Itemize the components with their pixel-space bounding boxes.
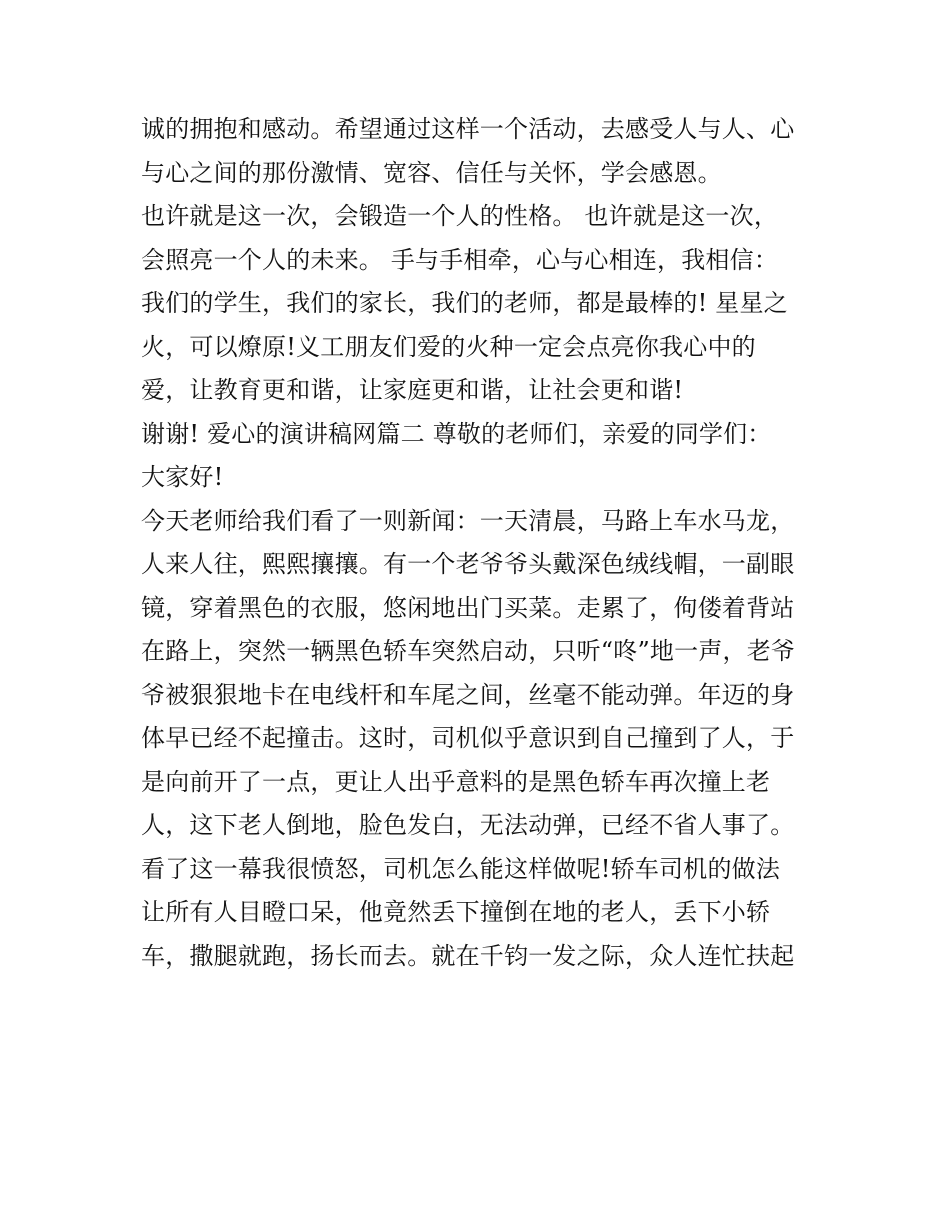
- text-line: 镜，穿着黑色的衣服，悠闲地出门买菜。走累了，佝偻着背站: [141, 593, 795, 622]
- text-line: 在路上，突然一辆黑色轿车突然启动，只听“咚”地一声，老爷: [141, 637, 796, 665]
- text-line: 也许就是这一次，会锻造一个人的性格。 也许就是这一次，: [141, 202, 779, 230]
- text-line: 与心之间的那份激情、宽容、信任与关怀，学会感恩。: [141, 158, 722, 187]
- text-line: 车，撒腿就跑，扬长而去。就在千钧一发之际，众人连忙扶起: [141, 941, 795, 970]
- text-line: 让所有人目瞪口呆，他竟然丢下撞倒在地的老人，丢下小轿: [141, 898, 771, 926]
- text-line: 会照亮一个人的未来。 手与手相牵，心与心相连，我相信：: [141, 245, 779, 274]
- text-line: 大家好!: [141, 463, 224, 491]
- text-line: 人来人往，熙熙攘攘。有一个老爷爷头戴深色绒线帽，一副眼: [141, 550, 795, 578]
- text-line: 今天老师给我们看了一则新闻：一天清晨，马路上车水马龙，: [141, 506, 795, 535]
- text-line: 爱，让教育更和谐，让家庭更和谐，让社会更和谐!: [141, 376, 684, 404]
- text-line: 体早已经不起撞击。这时，司机似乎意识到自己撞到了人，于: [141, 724, 795, 752]
- text-line: 谢谢! 爱心的演讲稿网篇二 尊敬的老师们，亲爱的同学们：: [141, 419, 772, 448]
- body-text: [141, 108, 821, 978]
- text-line: 火，可以燎原!义工朋友们爱的火种一定会点亮你我心中的: [141, 332, 756, 361]
- text-line: 是向前开了一点，更让人出乎意料的是黑色轿车再次撞上老: [141, 767, 771, 796]
- text-line: 人，这下老人倒地，脸色发白，无法动弹，已经不省人事了。: [141, 811, 795, 839]
- text-line: 看了这一幕我很愤怒，司机怎么能这样做呢!轿车司机的做法: [141, 854, 781, 883]
- text-line: 诚的拥抱和感动。希望通过这样一个活动，去感受人与人、心: [141, 115, 795, 143]
- text-line: 爷被狠狠地卡在电线杆和车尾之间，丝毫不能动弹。年迈的身: [141, 680, 795, 709]
- text-line: 我们的学生，我们的家长，我们的老师，都是最棒的! 星星之: [141, 289, 788, 317]
